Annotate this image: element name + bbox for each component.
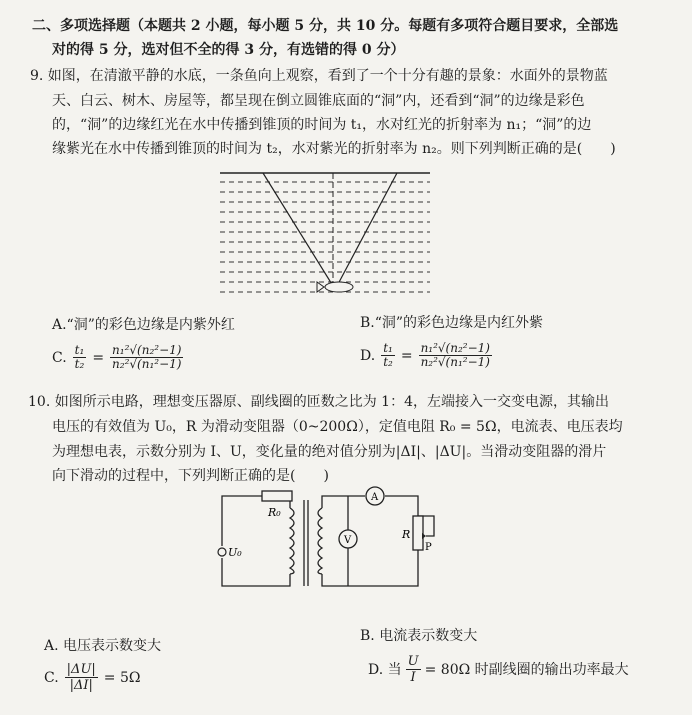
label-p: P <box>425 542 432 553</box>
q10-circuit <box>210 486 450 596</box>
q9-option-c-rhs: $\frac{\text{n₁²√(n₂²−1)}}{\text{n₂²√(n₁²−1)}}$ <box>112 343 182 371</box>
q9-option-c[interactable]: C. $\frac{\text{t₁}}{\text{t₂}}$ = $\frac{\text{n₁²√(n₂²−1)}}{\text{n₂²√(n₁²−1)}}$ <box>52 343 182 371</box>
q10-option-d-fraction: $\frac{U}{I}$ <box>407 654 419 685</box>
q10-option-d[interactable]: D. 当 $\frac{U}{I}$ = 80Ω 时副线圈的输出功率最大 <box>368 654 629 685</box>
water-dashes <box>220 182 430 292</box>
section-title-continued: 对的得 5 分，选对但不全的得 3 分，有选错的得 0 分） <box>52 42 405 58</box>
q9-line-1: 9. 如图，在清澈平静的水底，一条鱼向上观察，看到了一个十分有趣的景象：水面外的景物蓝 <box>30 68 608 84</box>
label-voltmeter: V <box>344 535 352 546</box>
cone-left-edge <box>263 173 333 286</box>
q9-figure <box>215 168 435 298</box>
q9-line-3: 的，“洞”的边缘红光在水中传播到锥顶的时间为 t₁，水对红光的折射率为 n₁；“洞”的边 <box>52 117 592 133</box>
label-u0: U₀ <box>228 546 242 559</box>
q9-option-c-label: C. <box>52 349 67 366</box>
slider-arrow-icon <box>422 533 426 539</box>
q10-option-c-label: C. <box>44 669 59 686</box>
resistor-r0 <box>262 491 292 501</box>
ac-source-icon <box>218 548 226 556</box>
q10-line-1: 10. 如图所示电路，理想变压器原、副线圈的匝数之比为 1：4，左端接入一交变电源，其输出 <box>28 394 609 410</box>
q9-option-d-lhs: $\frac{\text{t₁}}{\text{t₂}}$ <box>383 341 393 369</box>
section-title: 二、多项选择题（本题共 2 小题，每小题 5 分，共 10 分。每题有多项符合题目要求，全部选 <box>32 18 619 34</box>
q9-option-d-rhs: $\frac{\text{n₁²√(n₂²−1)}}{\text{n₂²√(n₁²−1)}}$ <box>420 341 490 369</box>
rheostat-r <box>413 516 423 550</box>
q9-option-a[interactable]: A.“洞”的彩色边缘是内紫外红 <box>52 317 235 333</box>
cone-right-edge <box>337 173 397 286</box>
fish-icon <box>317 282 353 292</box>
q10-line-2: 电压的有效值为 U₀，R 为滑动变阻器（0~200Ω），定值电阻 R₀ = 5Ω，电流表、电压表均 <box>52 419 623 435</box>
q9-option-d-label: D. <box>360 347 376 364</box>
q9-line-2: 天、白云、树木、房屋等，都呈现在倒立圆锥底面的“洞”内，还看到“洞”的边缘是彩色 <box>52 93 585 109</box>
q9-option-d[interactable]: D. $\frac{\text{t₁}}{\text{t₂}}$ = $\frac{\text{n₁²√(n₂²−1)}}{\text{n₂²√(n₁²−1)}}$ <box>360 341 490 369</box>
q10-option-a[interactable]: A. 电压表示数变大 <box>44 638 162 654</box>
q9-option-b[interactable]: B.“洞”的彩色边缘是内红外紫 <box>360 315 544 331</box>
q9-option-c-lhs: $\frac{\text{t₁}}{\text{t₂}}$ <box>74 343 85 371</box>
q10-line-3: 为理想电表，示数分别为 I、U，变化量的绝对值分别为|ΔI|、|ΔU|。当滑动变阻器的滑片 <box>52 444 607 460</box>
q10-option-b[interactable]: B. 电流表示数变大 <box>360 628 478 644</box>
q10-option-d-pre: D. 当 <box>368 661 402 678</box>
label-r0: R₀ <box>268 506 281 519</box>
q10-option-c-fraction: $\frac{|\Delta U|}{|\Delta I|}$ <box>66 662 96 693</box>
q9-line-4: 缘紫光在水中传播到锥顶的时间为 t₂，水对紫光的折射率为 n₂。则下列判断正确的是( ) <box>52 141 616 157</box>
q10-line-4: 向下滑动的过程中，下列判断正确的是( ) <box>52 468 329 484</box>
q10-option-c[interactable]: C. $\frac{|\Delta U|}{|\Delta I|}$ = 5Ω <box>44 662 141 693</box>
label-ammeter: A <box>371 492 379 503</box>
label-r: R <box>402 528 411 541</box>
